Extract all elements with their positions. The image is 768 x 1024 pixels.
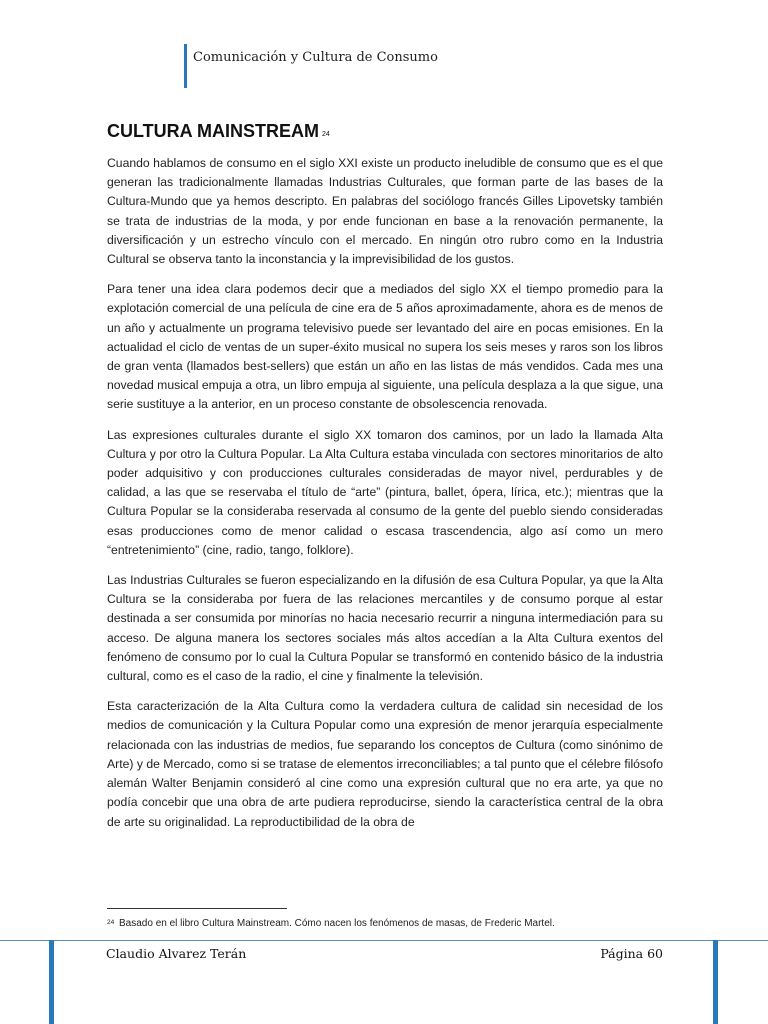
- header-accent-rule: [184, 44, 187, 88]
- paragraph-2: Para tener una idea clara podemos decir que a mediados del siglo XX el tiempo promedio para la explotación comercial de una película de cine era de 5 años aproximadamente, ahora es de menos de un año y actualmente un programa televisivo puede ser levantado del aire en pocas emisiones. En la actualidad el ciclo de ventas de un super-éxito musical no supera los seis meses y raros son los libros de gran venta (llamados best-sellers) que están un año en las listas de más vendidos. Cada mes una novedad musical empuja a otra, un libro empuja al siguiente, una película desplaza a la que sigue, una serie sustituye a la anterior, en un proceso constante de obsolescencia renovada.: [107, 282, 663, 412]
- section-heading-text: CULTURA MAINSTREAM: [107, 121, 319, 141]
- footnote-reference[interactable]: 24: [321, 131, 330, 138]
- paragraph-1: Cuando hablamos de consumo en el siglo XXI existe un producto ineludible de consumo que es el que generan las tradicionalmente llamadas Industrias Culturales, que forman parte de las bases de la Cultura-Mundo que ya hemos descripto. En palabras del sociólogo francés Gilles Lipovetsky también se trata de industrias de la moda, y por ende funcionan en base a la renovación permanente, la diversificación y un estrecho vínculo con el mercado. En ningún otro rubro como en la Industria Cultural se observa tanto la inconstancia y la imprevisibilidad de los gustos.: [107, 156, 663, 267]
- paragraph-5: Esta caracterización de la Alta Cultura como la verdadera cultura de calidad sin necesidad de los medios de comunicación y la Cultura Popular como una expresión de menor jerarquía especialmente relacionada con las industrias de medios, fue separando los conceptos de Cultura (como sinónimo de Arte) y de Mercado, como si se tratase de elementos irreconciliables; a tal punto que el célebre filósofo alemán Walter Benjamin consideró al cine como una expresión cultural que no era arte, ya que no podía concebir que una obra de arte pudiera reproducirse, siendo la característica central de la obra de arte su originalidad. La reproductibilidad de la obra de: [107, 699, 663, 829]
- footnote-text: Basado en el libro Cultura Mainstream. Cómo nacen los fenómenos de masas, de Frederic Martel.: [116, 918, 555, 929]
- page-header-title: Comunicación y Cultura de Consumo: [193, 50, 438, 65]
- main-content: [107, 121, 663, 843]
- footer-divider: [0, 940, 768, 941]
- section-heading: [107, 121, 663, 141]
- footer-page-number: Página 60: [600, 946, 663, 961]
- footer-accent-bar-right: [713, 940, 718, 1024]
- footnote-number: 24: [107, 919, 115, 926]
- footer-accent-bar-left: [49, 940, 54, 1024]
- paragraph-3: Las expresiones culturales durante el siglo XX tomaron dos caminos, por un lado la llamada Alta Cultura y por otro la Cultura Popular. La Alta Cultura estaba vinculada con sectores minoritarios de alto poder adquisitivo y con producciones culturales consideradas de mayor nivel, perdurables y de calidad, a las que se reservaba el título de “arte” (pintura, ballet, ópera, lírica, etc.); mientras que la Cultura Popular se la consideraba reservada al consumo de la gente del pueblo siendo consideradas esas producciones como de menor calidad o escasa trascendencia, algo así como un mero “entretenimiento” (cine, radio, tango, folklore).: [107, 427, 663, 557]
- paragraph-4: Las Industrias Culturales se fueron especializando en la difusión de esa Cultura Popular, ya que la Alta Cultura se la consideraba por fuera de las relaciones mercantiles y de consumo porque al estar destinada a ser consumida por minorías no hacia necesario recurrir a ninguna intermediación para su acceso. De alguna manera los sectores sociales más altos accedían a la Alta Cultura exentos del fenómeno de consumo por lo cual la Cultura Popular se transformó en contenido básico de la industria cultural, como es el caso de la radio, el cine y finalmente la televisión.: [107, 573, 663, 684]
- footnote-separator: [107, 908, 287, 909]
- footnote: [107, 917, 667, 931]
- footer-author: Claudio Alvarez Terán: [106, 946, 247, 961]
